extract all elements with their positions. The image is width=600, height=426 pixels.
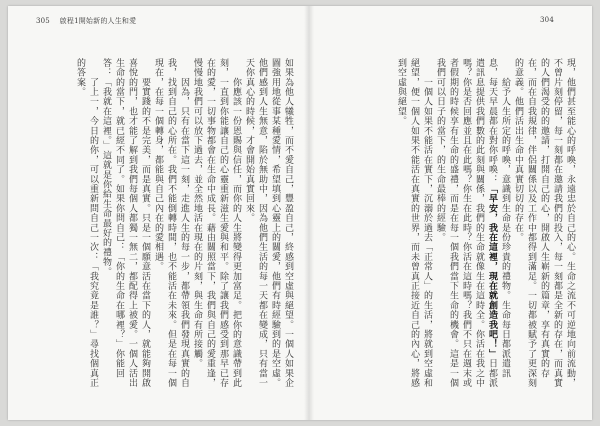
left-page <box>34 58 294 388</box>
page-gutter <box>304 6 314 420</box>
highlighted-quote: 「早安，我在這裡，現在就創造我吧！」 <box>487 184 497 359</box>
left-page-text: 如果為他人犧牲，而不愛自己，豐盈自己，終感到空虛與絕望。一個人如果企圖強用地從事某種愛情，希望填到心靈上的關愛，他們有時經驗到的是空虛。他們感到人生無意，陷於無助中，因為他們生活的每一天都在變成，只有當一天你真心的時候，才會開始真實回來。 你應該一份恩賜與信任，而你的人生將變得更加富足。把你的意識帶到此刻，一直到你能讓自己的心靈重新滋生愛與和平。除了讓我們感受到那早已存在的愛，一切事物都會在生命中成長。藉由關照當下，我們與自己的愛重逢，慢慢地我們可以放下過去，並全然地活在現在的片刻，與生命有所接觸。 因為，只有在當下這一刻，走進人生的每一步，都帶領我們發現真實的自我，找到自己的心所在。我們不能倒轉時間，也不能活在未來。但是在每一個現在，在每一個轉身，都能與自己內在的愛相遇。 要實踐的不是完美，而是真實。只是一個願意活在當下的人，就能夠開啟喜悅的門，也才能了解到我們每個人都獨一無二，都配得上被愛。一個人活出生命的當下，就已經不同了。如果你問自己：「你的生命在哪裡？」你能回答：「我就在這裡。」這就是你給生命最好的禮物。 了上一，今日的你，可以重新問自己一次：「我究竟是誰？」尋找個真正的答案。 <box>75 58 293 388</box>
left-page-header <box>36 16 136 26</box>
right-page-text: 現，他們甚至能心的呼喚，永遠忠於自己的心。生命之流不可逆地向前流動，不曾片刻停留，每一刻都在邀請我們的投入，每一刻都是全新的存在，而真實的人們渴受的的邀請，打開自己的心，開啟人生嶄新的篇章，享有真實的存在，而在自我規律，伴侶關係以及工作中都得到滿足。一切都被賦予了更深刻的意義。他們活出生命中真實切切的存在。 給予人生所定的呼喚，意識到生命是份珍貴的禮物。生命每日都派遣訊息，每天早晨都在對你呼喚：「早安，我在這裡，現在就創造我吧！」日都派遣訊息提供我們數的此刻與關係，我們的生命就像生在這時全。你活在我之中嗎？你是否回應並且在此嗎？你生在此時？你活在這時嗎？我們不只在週末或者假期的時候享有生命的盛禮，而是在每一個我們當下生命的機會。這是一個我們可以日子的當下，的生命最棒的經驗。 一個人如果不能活在實下，沉溺於過去「正常人」的生活，將就到空虛和絕望，便一個人如果不能活在真實的世界，而未曾真正接近自己的內心，將感到空虛與絕望。 <box>396 58 575 388</box>
right-page-number: 304 <box>540 16 554 24</box>
book-title: 啟程1開始新的人生和愛 <box>59 17 137 25</box>
book-spread <box>8 6 592 420</box>
left-page-number: 305 <box>36 17 50 25</box>
right-page-header <box>540 16 554 24</box>
right-page <box>328 58 576 388</box>
